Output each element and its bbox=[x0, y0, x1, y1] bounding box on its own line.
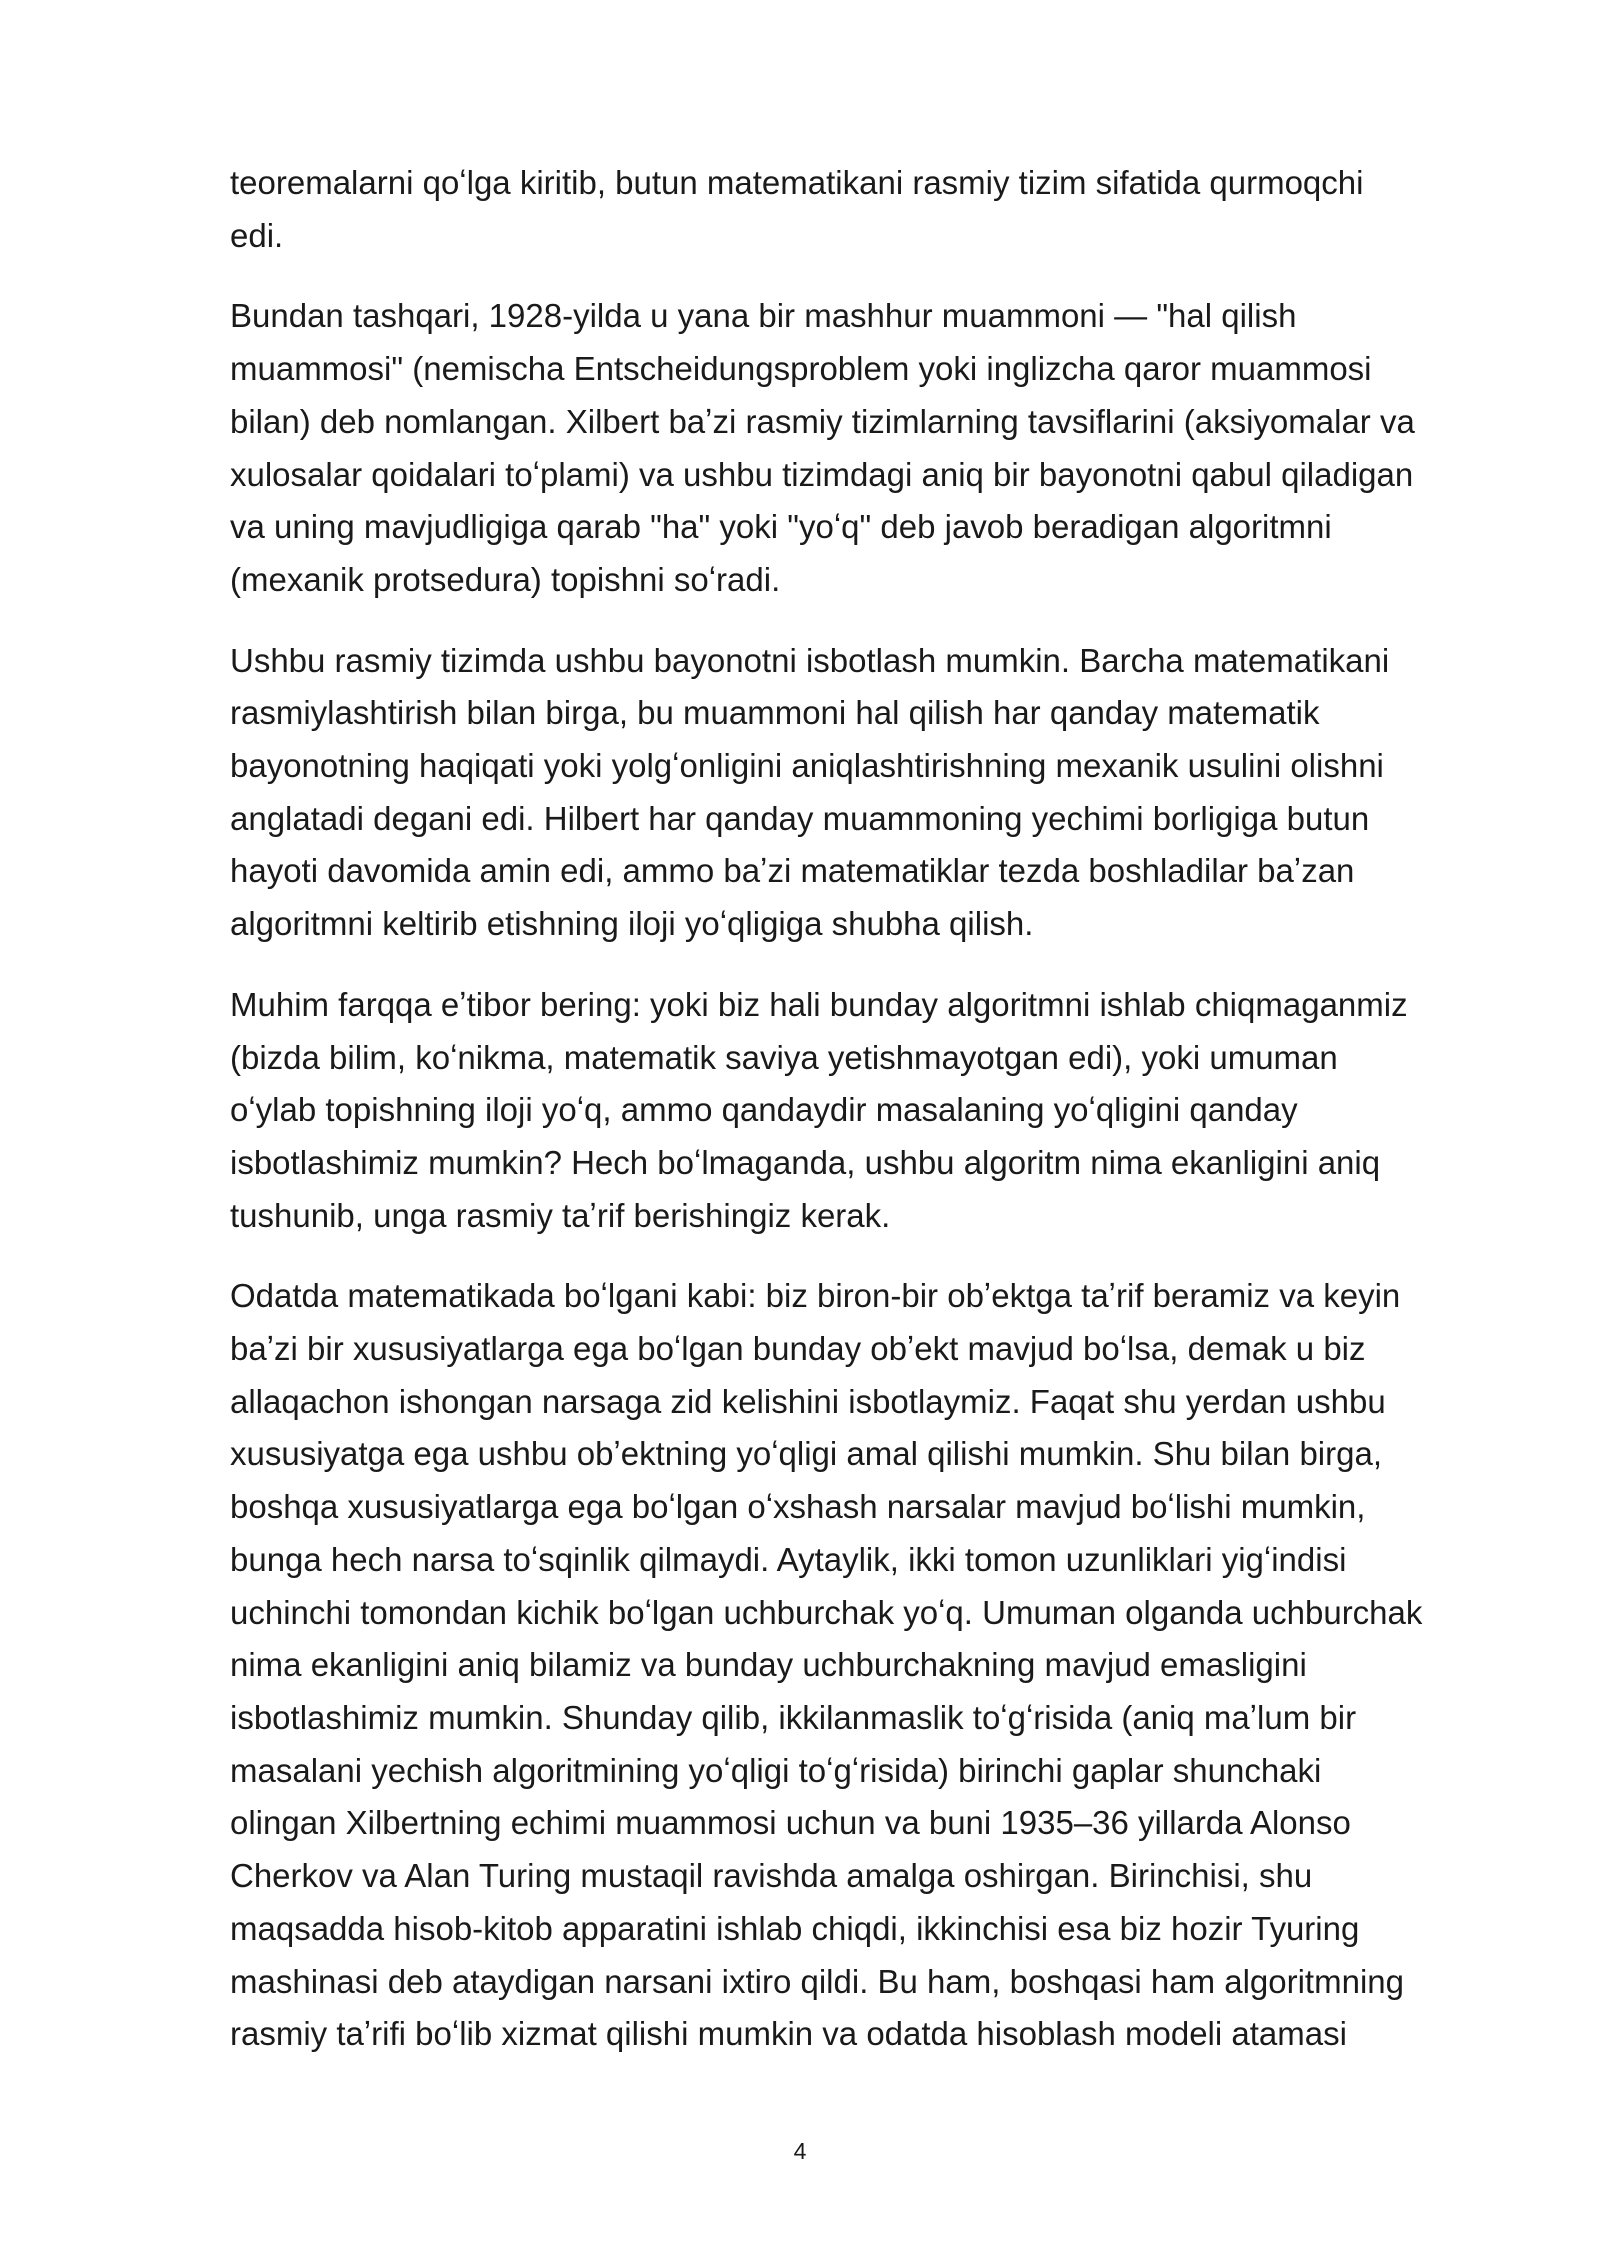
text-line: isbotlashimiz mumkin. Shunday qilib, ikkilanmaslik toʻgʻrisida (aniq maʼlum bir bbox=[230, 1698, 1357, 1736]
text-line: maqsadda hisob-kitob apparatini ishlab chiqdi, ikkinchisi esa biz hozir Tyuring bbox=[230, 1909, 1360, 1947]
text-line: oʻylab topishning iloji yoʻq, ammo qandaydir masalaning yoʻqligini qanday bbox=[230, 1091, 1298, 1129]
paragraph bbox=[230, 290, 1500, 606]
paragraph bbox=[230, 979, 1500, 1243]
paragraph bbox=[230, 635, 1500, 951]
text-line: isbotlashimiz mumkin? Hech boʻlmaganda, ushbu algoritm nima ekanligini aniq bbox=[230, 1143, 1381, 1181]
text-line: hayoti davomida amin edi, ammo baʼzi matematiklar tezda boshladilar baʼzan bbox=[230, 852, 1355, 890]
text-line: uchinchi tomondan kichik boʻlgan uchburchak yoʻq. Umuman olganda uchburchak bbox=[230, 1593, 1423, 1631]
text-line: Muhim farqqa eʼtibor bering: yoki biz hali bunday algoritmni ishlab chiqmaganmiz bbox=[230, 985, 1408, 1023]
text-line: tushunib, unga rasmiy taʼrif berishingiz kerak. bbox=[230, 1196, 891, 1234]
text-line: Cherkov va Alan Turing mustaqil ravishda amalga oshirgan. Birinchisi, shu bbox=[230, 1857, 1313, 1895]
text-line: bunga hech narsa toʻsqinlik qilmaydi. Aytaylik, ikki tomon uzunliklari yigʻindisi bbox=[230, 1540, 1347, 1578]
paragraph bbox=[230, 157, 1500, 262]
text-line: rasmiy taʼrifi boʻlib xizmat qilishi mumkin va odatda hisoblash modeli atamasi bbox=[230, 2015, 1347, 2053]
text-line: mashinasi deb ataydigan narsani ixtiro qildi. Bu ham, boshqasi ham algoritmning bbox=[230, 1962, 1404, 2000]
text-line: masalani yechish algoritmining yoʻqligi toʻgʻrisida) birinchi gaplar shunchaki bbox=[230, 1751, 1322, 1789]
text-line: Bundan tashqari, 1928-yilda u yana bir mashhur muammoni — "hal qilish bbox=[230, 297, 1297, 335]
text-line: boshqa xususiyatlarga ega boʻlgan oʻxshash narsalar mavjud boʻlishi mumkin, bbox=[230, 1488, 1366, 1526]
text-line: Ushbu rasmiy tizimda ushbu bayonotni isbotlash mumkin. Barcha matematikani bbox=[230, 641, 1390, 679]
text-line: va uning mavjudligiga qarab "ha" yoki "yoʻq" deb javob beradigan algoritmni bbox=[230, 508, 1332, 546]
text-line: rasmiylashtirish bilan birga, bu muammoni hal qilish har qanday matematik bbox=[230, 694, 1320, 732]
text-line: xususiyatga ega ushbu obʼektning yoʻqligi amal qilishi mumkin. Shu bilan birga, bbox=[230, 1435, 1382, 1473]
text-line: bilan) deb nomlangan. Xilbert baʼzi rasmiy tizimlarning tavsiflarini (aksiyomalar va bbox=[230, 402, 1415, 440]
text-line: (mexanik protsedura) topishni soʻradi. bbox=[230, 560, 781, 598]
text-line: anglatadi degani edi. Hilbert har qanday muammoning yechimi borligiga butun bbox=[230, 799, 1370, 837]
text-line: edi. bbox=[230, 216, 284, 254]
page-number: 4 bbox=[793, 2138, 807, 2164]
text-line: nima ekanligini aniq bilamiz va bunday uchburchakning mavjud emasligini bbox=[230, 1646, 1307, 1684]
text-line: allaqachon ishongan narsaga zid kelishini isbotlaymiz. Faqat shu yerdan ushbu bbox=[230, 1382, 1386, 1420]
text-line: teoremalarni qoʻlga kiritib, butun matematikani rasmiy tizim sifatida qurmoqchi bbox=[230, 164, 1364, 201]
text-line: algoritmni keltirib etishning iloji yoʻqligiga shubha qilish. bbox=[230, 905, 1034, 943]
text-line: bayonotning haqiqati yoki yolgʻonligini aniqlashtirishning mexanik usulini olishni bbox=[230, 747, 1384, 785]
text-line: (bizda bilim, koʻnikma, matematik saviya yetishmayotgan edi), yoki umuman bbox=[230, 1038, 1338, 1076]
paragraph bbox=[230, 1270, 1500, 2061]
text-line: olingan Xilbertning echimi muammosi uchun va buni 1935–36 yillarda Alonso bbox=[230, 1804, 1351, 1842]
text-line: muammosi" (nemischa Entscheidungsproblem yoki inglizcha qaror muammosi bbox=[230, 350, 1372, 388]
document-page bbox=[230, 157, 1500, 2089]
text-line: Odatda matematikada boʻlgani kabi: biz biron-bir obʼektga taʼrif beramiz va keyin bbox=[230, 1277, 1401, 1315]
text-line: xulosalar qoidalari toʻplami) va ushbu tizimdagi aniq bir bayonotni qabul qiladigan bbox=[230, 455, 1414, 493]
text-line: baʼzi bir xususiyatlarga ega boʻlgan bunday obʼekt mavjud boʻlsa, demak u biz bbox=[230, 1330, 1366, 1368]
